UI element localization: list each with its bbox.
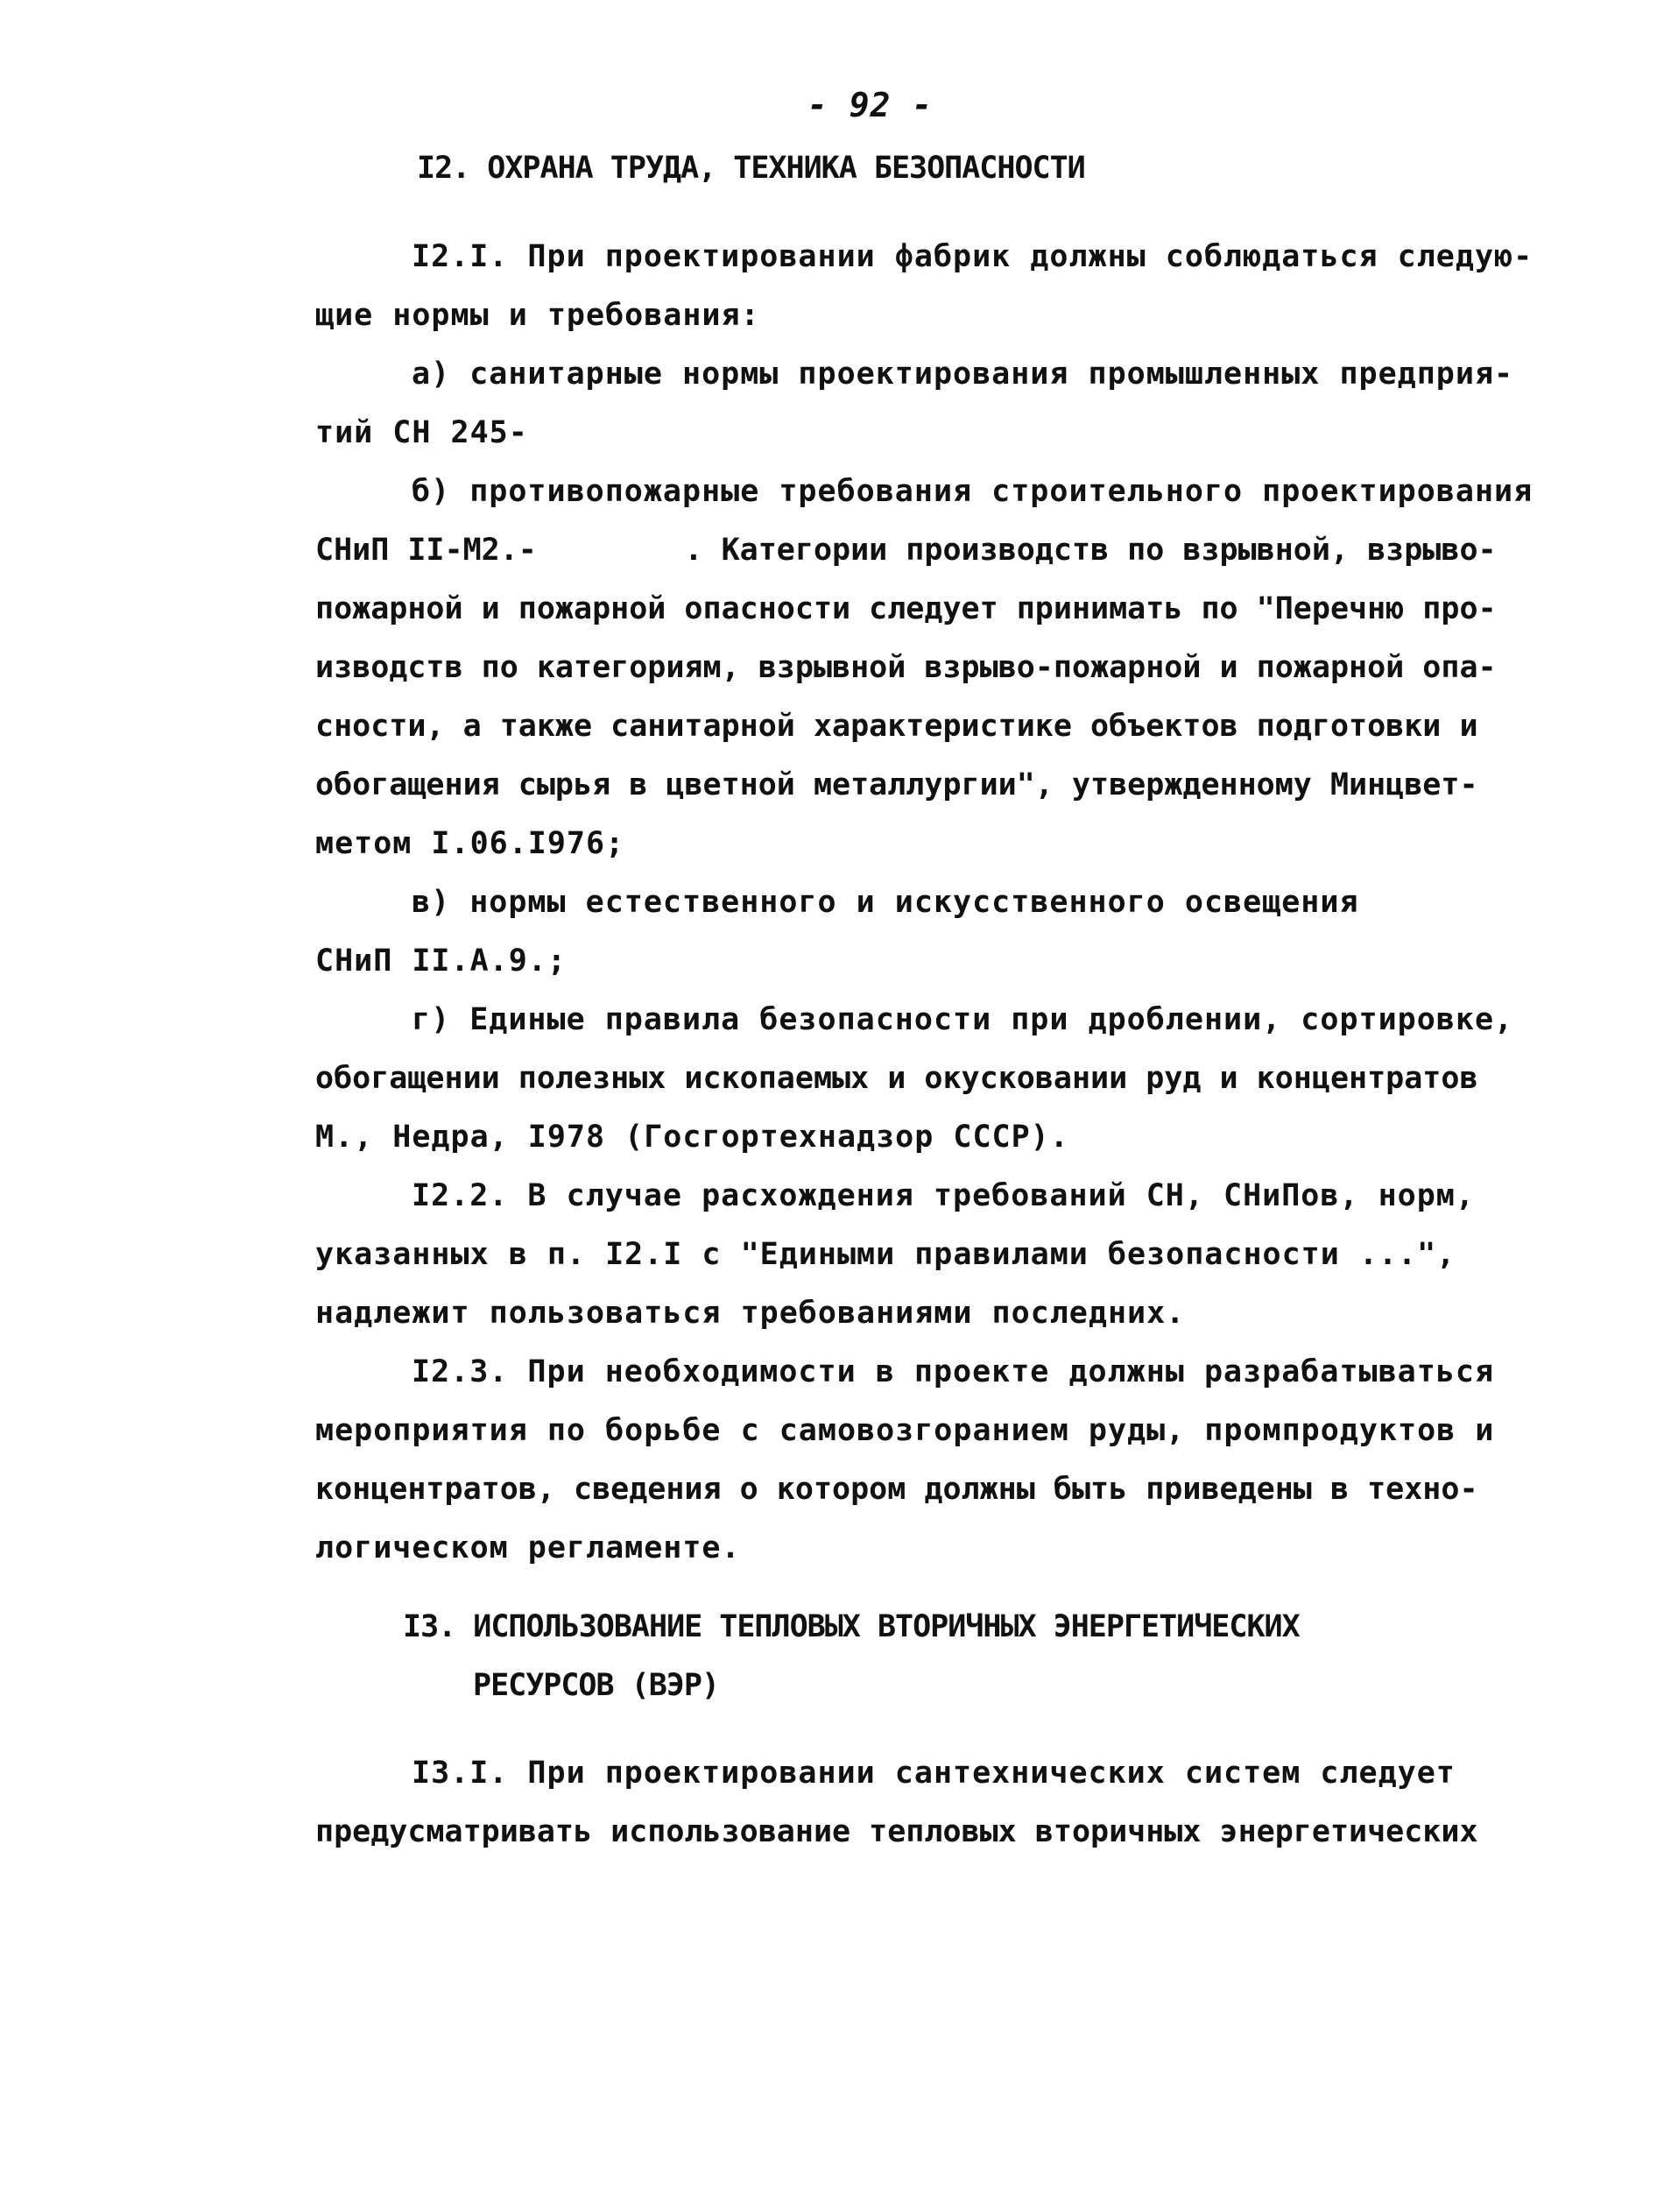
paragraph-13-1-line-1: I3.I. При проектировании сантехнических систем следует	[412, 1756, 1456, 1791]
item-g-line-3: М., Недра, I978 (Госгортехнадзор СССР).	[315, 1120, 1069, 1155]
item-a-line-1: а) санитарные нормы проектирования промышленных предприя-	[412, 357, 1514, 392]
item-b-line-1: б) противопожарные требования строительного проектирования	[412, 474, 1534, 509]
paragraph-12-1-line-1: I2.I. При проектировании фабрик должны соблюдаться следую-	[412, 239, 1534, 274]
item-a-line-2: тий СН 245-	[315, 415, 528, 450]
item-g-line-1: г) Единые правила безопасности при дроблении, сортировке,	[412, 1002, 1514, 1037]
paragraph-12-2-line-3: надлежит пользоваться требованиями последних.	[315, 1296, 1186, 1331]
page-number: - 92 -	[807, 86, 934, 124]
item-b-line-2: СНиП II-М2.- . Категории производств по взрывной, взрыво-	[315, 533, 1497, 568]
paragraph-12-2-line-2: указанных в п. I2.I с "Едиными правилами безопасности ...",	[315, 1237, 1456, 1272]
section-12-heading: I2. ОХРАНА ТРУДА, ТЕХНИКА БЕЗОПАСНОСТИ	[417, 151, 1085, 186]
paragraph-12-2-line-1: I2.2. В случае расхождения требований СН, СНиПов, норм,	[412, 1178, 1475, 1213]
section-13-heading-line-1: I3. ИСПОЛЬЗОВАНИЕ ТЕПЛОВЫХ ВТОРИЧНЫХ ЭНЕРГЕТИЧЕСКИХ	[403, 1609, 1300, 1644]
paragraph-13-1-line-2: предусматривать использование тепловых вторичных энергетических	[315, 1814, 1478, 1849]
item-b-line-6: обогащения сырья в цветной металлургии", утвержденному Минцвет-	[315, 767, 1478, 802]
paragraph-12-3-line-2: мероприятия по борьбе с самовозгоранием руды, промпродуктов и	[315, 1413, 1495, 1448]
item-g-line-2: обогащении полезных ископаемых и окусковании руд и концентратов	[315, 1061, 1478, 1096]
paragraph-12-3-line-4: логическом регламенте.	[315, 1530, 741, 1565]
item-b-line-3: пожарной и пожарной опасности следует принимать по "Перечню про-	[315, 591, 1497, 626]
item-b-line-5: сности, а также санитарной характеристике объектов подготовки и	[315, 709, 1478, 744]
section-13-heading-line-2: РЕСУРСОВ (ВЭР)	[473, 1668, 720, 1703]
paragraph-12-3-line-3: концентратов, сведения о котором должны быть приведены в техно-	[315, 1472, 1478, 1507]
item-b-line-4: изводств по категориям, взрывной взрыво-пожарной и пожарной опа-	[315, 650, 1497, 685]
item-b-line-7: метом I.06.I976;	[315, 826, 625, 861]
item-v-line-1: в) нормы естественного и искусственного освещения	[412, 885, 1359, 920]
item-v-line-2: СНиП II.А.9.;	[315, 943, 567, 979]
paragraph-12-1-line-2: щие нормы и требования:	[315, 298, 760, 333]
paragraph-12-3-line-1: I2.3. При необходимости в проекте должны разрабатываться	[412, 1354, 1495, 1389]
